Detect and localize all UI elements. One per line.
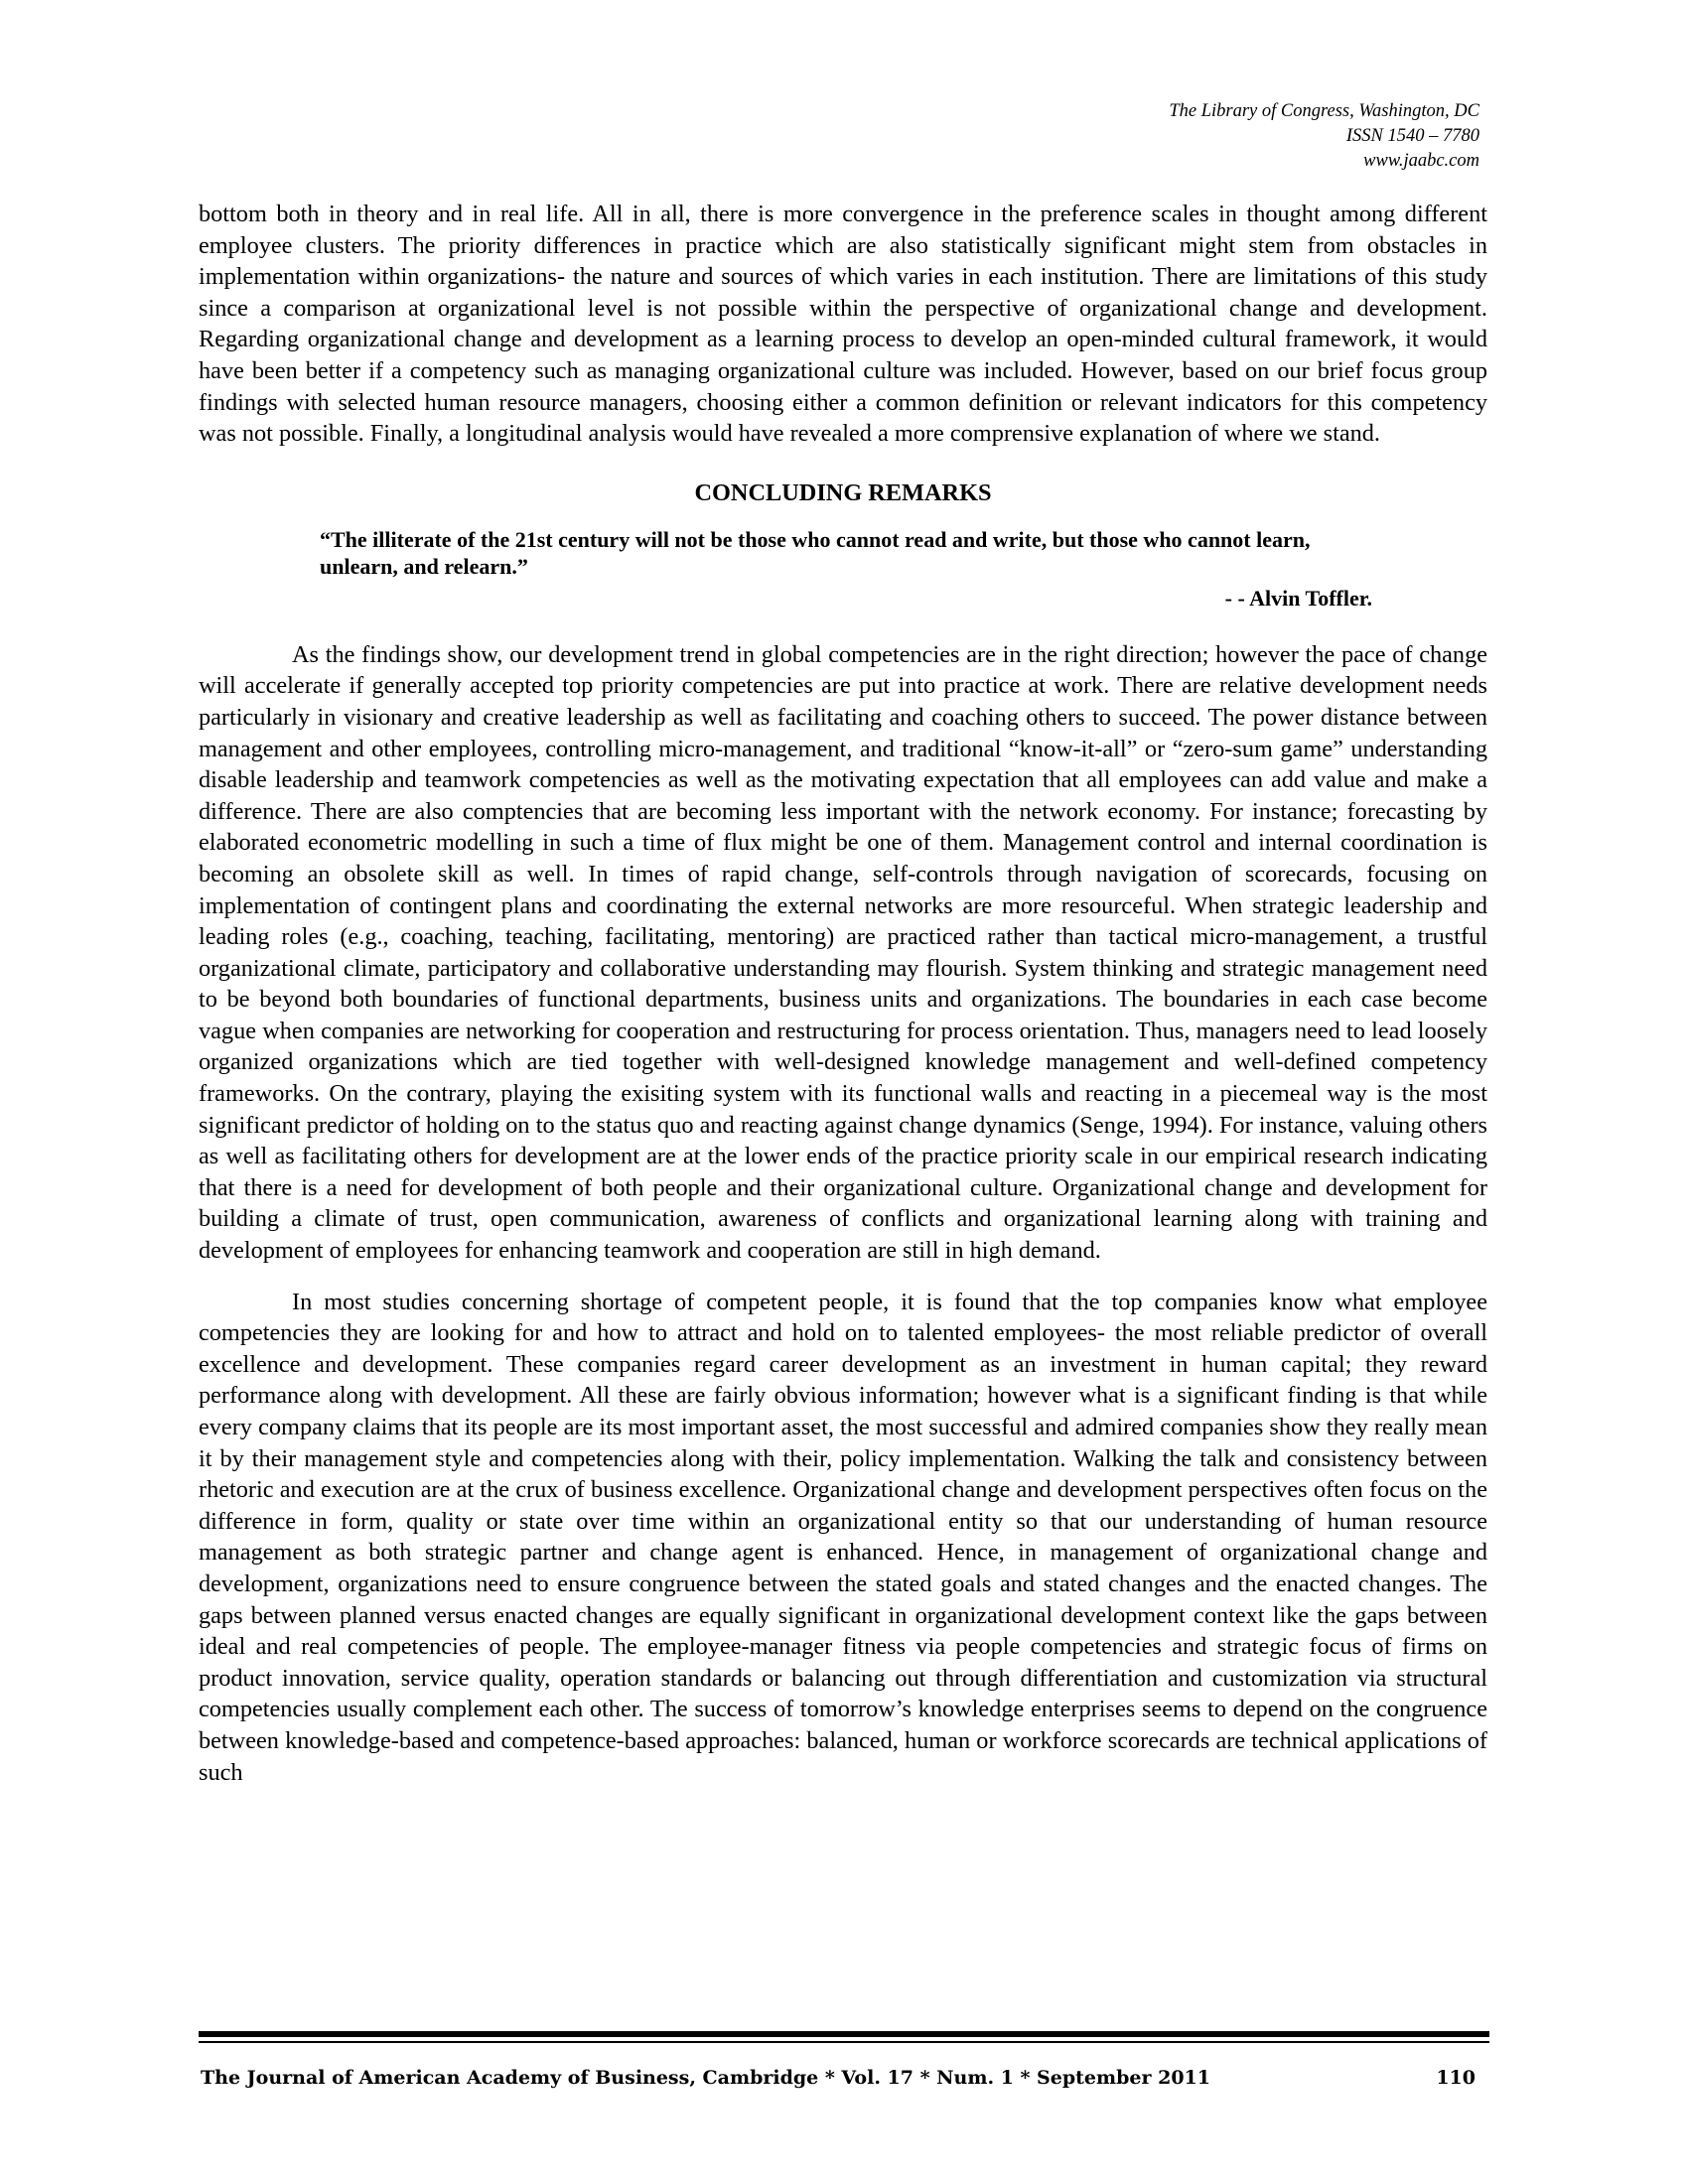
section-heading: CONCLUDING REMARKS bbox=[694, 478, 992, 506]
footer-journal-citation: The Journal of American Academy of Business, Cambridge * Vol. 17 * Num. 1 * September 2011 bbox=[201, 2067, 1211, 2089]
quote-text: “The illiterate of the 21st century will not be those who cannot read and write, but those who cannot learn, unlearn, and relearn.” bbox=[320, 526, 1311, 579]
header-library: The Library of Congress, Washington, DC bbox=[1169, 101, 1479, 121]
paragraph-findings: As the findings show, our development trend in global competencies are in the right direction; however the pace of change will accelerate if generally accepted top priority competencies are put into practice at work. There are relative development needs particularly in visionary and creative leadership as well as facilitating and coaching others to succeed. The power distance between management and other employees, controlling micro-management, and traditional “know-it-all” or “zero-sum game” understanding disable leadership and teamwork competencies as well as the motivating expectation that all employees can add value and make a difference. There are also comptencies that are becoming less important with the network economy. For instance; forecasting by elaborated econometric modelling in such a time of flux might be one of them. Management control and internal coordination is becoming an obsolete skill as well. In times of rapid change, self-controls through navigation of scorecards, focusing on implementation of contingent plans and coordinating the external networks are more resourceful. When strategic leadership and leading roles (e.g., coaching, teaching, facilitating, mentoring) are practiced rather than tactical micro-management, a trustful organizational climate, participatory and collaborative understanding may flourish. System thinking and strategic management need to be beyond both boundaries of functional departments, business units and organizations. The boundaries in each case become vague when companies are networking for cooperation and restructuring for process orientation. Thus, managers need to lead loosely organized organizations which are tied together with well-designed knowledge management and well-defined competency frameworks. On the contrary, playing the exisiting system with its functional walls and reacting in a piecemeal way is the most significant predictor of holding on to the status quo and reacting against change dynamics (Senge, 1994). For instance, valuing others as well as facilitating others for development are at the lower ends of the practice priority scale in our empirical research indicating that there is a need for development of both people and their organizational culture. Organizational change and development for building a climate of trust, open communication, awareness of conflicts and organizational learning along with training and development of employees for enhancing teamwork and cooperation are still in high demand. bbox=[199, 640, 1487, 1265]
paragraph-studies: In most studies concerning shortage of competent people, it is found that the top companies know what employee competencies they are looking for and how to attract and hold on to talented employees- the most reliable predictor of overall excellence and development. These companies regard career development as an investment in human capital; they reward performance along with development. All these are fairly obvious information; however what is a significant finding is that while every company claims that its people are its most important asset, the most successful and admired companies show they really mean it by their management style and competencies along with their, policy implementation. Walking the talk and consistency between rhetoric and execution are at the crux of business excellence. Organizational change and development perspectives often focus on the difference in form, quality or state over time within an organizational entity so that our understanding of human resource management as both strategic partner and change agent is enhanced. Hence, in management of organizational change and development, organizations need to ensure congruence between the stated goals and stated changes and the enacted changes. The gaps between planned versus enacted changes are equally significant in organizational development context like the gaps between ideal and real competencies of people. The employee-manager fitness via people competencies and strategic focus of firms on product innovation, service quality, operation standards or balancing out through differentiation and customization via structural competencies usually complement each other. The success of tomorrow’s knowledge enterprises seems to depend on the congruence between knowledge-based and competence-based approaches: balanced, human or workforce scorecards are technical applications of such bbox=[199, 1288, 1487, 1786]
footer-rule-thick bbox=[199, 2031, 1489, 2037]
epigraph-quote bbox=[320, 526, 1372, 612]
header-website: www.jaabc.com bbox=[1363, 151, 1479, 171]
quote-attribution: - - Alvin Toffler. bbox=[1224, 585, 1372, 611]
paragraph-continued: bottom both in theory and in real life. All in all, there is more convergence in the preference scales in thought among different employee clusters. The priority differences in practice which are also statistically significant might stem from obstacles in implementation within organizations- the nature and sources of which varies in each institution. There are limitations of this study since a comparison at organizational level is not possible within the perspective of organizational change and development. Regarding organizational change and development as a learning process to develop an open-minded cultural framework, it would have been better if a competency such as managing organizational culture was included. However, based on our brief focus group findings with selected human resource managers, choosing either a common definition or relevant indicators for this competency was not possible. Finally, a longitudinal analysis would have revealed a more comprensive explanation of where we stand. bbox=[199, 201, 1487, 448]
running-header bbox=[1169, 99, 1479, 174]
footer-rule-thin bbox=[199, 2041, 1489, 2043]
header-issn: ISSN 1540 – 7780 bbox=[1345, 126, 1479, 146]
page-number: 110 bbox=[1436, 2067, 1476, 2089]
article-body bbox=[199, 199, 1487, 1788]
